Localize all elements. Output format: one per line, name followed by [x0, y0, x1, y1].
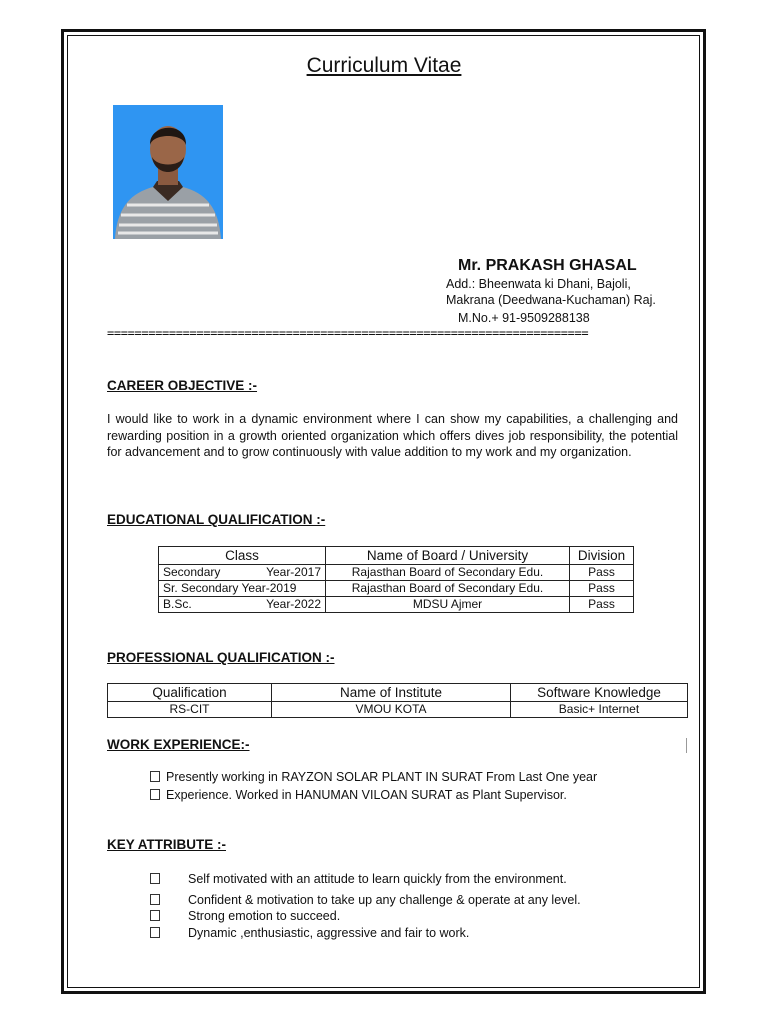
checkbox-bullet-icon — [150, 894, 160, 905]
margin-mark — [686, 738, 687, 753]
class-name: Sr. Secondary — [163, 581, 239, 595]
professional-col-qualification: Qualification — [108, 684, 272, 702]
education-division-cell: Pass — [570, 597, 634, 613]
list-item — [150, 893, 581, 907]
education-board-cell: MDSU Ajmer — [326, 597, 570, 613]
education-table — [158, 546, 634, 613]
attribute-item-text: Strong emotion to succeed. — [188, 909, 341, 923]
table-row — [159, 597, 634, 613]
profile-photo — [113, 105, 223, 239]
table-row — [159, 581, 634, 597]
qualification-cell: RS-CIT — [108, 702, 272, 718]
class-name: Secondary — [163, 565, 221, 579]
key-attribute-heading: KEY ATTRIBUTE :- — [107, 837, 226, 852]
career-objective-text: I would like to work in a dynamic environment where I can show my capabilities, a challenging and rewarding position in a growth oriented organization which offers dives job responsibility, the potential for advancement and to grow continuously with value addition to my work and my organization. — [107, 412, 678, 460]
address-line-2: Makrana (Deedwana-Kuchaman) Raj. — [446, 293, 656, 307]
professional-table — [107, 683, 688, 718]
checkbox-bullet-icon — [150, 873, 160, 884]
checkbox-bullet-icon — [150, 771, 160, 782]
checkbox-bullet-icon — [150, 927, 160, 938]
table-row — [108, 702, 688, 718]
separator-line: ====================================================================== — [107, 326, 589, 340]
list-item — [150, 926, 469, 940]
mobile-number: M.No.+ 91-9509288138 — [458, 311, 590, 325]
document-title: Curriculum Vitae — [306, 54, 462, 77]
education-class-cell — [159, 597, 326, 613]
education-division-cell: Pass — [570, 581, 634, 597]
education-col-class: Class — [159, 547, 326, 565]
professional-heading: PROFESSIONAL QUALIFICATION :- — [107, 650, 335, 665]
class-year: Year-2022 — [266, 597, 321, 611]
class-year: Year-2017 — [266, 565, 321, 579]
education-class-cell — [159, 565, 326, 581]
education-col-division: Division — [570, 547, 634, 565]
person-portrait-icon — [113, 105, 223, 239]
career-objective-heading: CAREER OBJECTIVE :- — [107, 378, 258, 393]
software-cell: Basic+ Internet — [511, 702, 688, 718]
professional-header-row — [108, 684, 688, 702]
professional-col-software: Software Knowledge — [511, 684, 688, 702]
table-row — [159, 565, 634, 581]
candidate-name: Mr. PRAKASH GHASAL — [458, 257, 637, 274]
work-experience-heading: WORK EXPERIENCE:- — [107, 737, 250, 752]
education-heading: EDUCATIONAL QUALIFICATION :- — [107, 512, 326, 527]
work-item-text: Presently working in RAYZON SOLAR PLANT IN SURAT From Last One year — [166, 770, 598, 784]
list-item — [150, 909, 340, 923]
education-board-cell: Rajasthan Board of Secondary Edu. — [326, 565, 570, 581]
attribute-item-text: Self motivated with an attitude to learn quickly from the environment. — [188, 872, 567, 886]
checkbox-bullet-icon — [150, 910, 160, 921]
checkbox-bullet-icon — [150, 789, 160, 800]
education-class-cell — [159, 581, 326, 597]
work-item-text: Experience. Worked in HANUMAN VILOAN SURAT as Plant Supervisor. — [166, 788, 567, 802]
class-name: B.Sc. — [163, 597, 192, 611]
list-item — [150, 872, 567, 886]
address-line-1: Add.: Bheenwata ki Dhani, Bajoli, — [446, 277, 631, 291]
institute-cell: VMOU KOTA — [272, 702, 511, 718]
attribute-item-text: Confident & motivation to take up any challenge & operate at any level. — [188, 893, 581, 907]
education-col-board: Name of Board / University — [326, 547, 570, 565]
education-header-row — [159, 547, 634, 565]
education-board-cell: Rajasthan Board of Secondary Edu. — [326, 581, 570, 597]
education-division-cell: Pass — [570, 565, 634, 581]
list-item — [150, 770, 597, 784]
professional-col-institute: Name of Institute — [272, 684, 511, 702]
list-item — [150, 788, 567, 802]
attribute-item-text: Dynamic ,enthusiastic, aggressive and fair to work. — [188, 926, 470, 940]
class-year: Year-2019 — [241, 581, 297, 595]
